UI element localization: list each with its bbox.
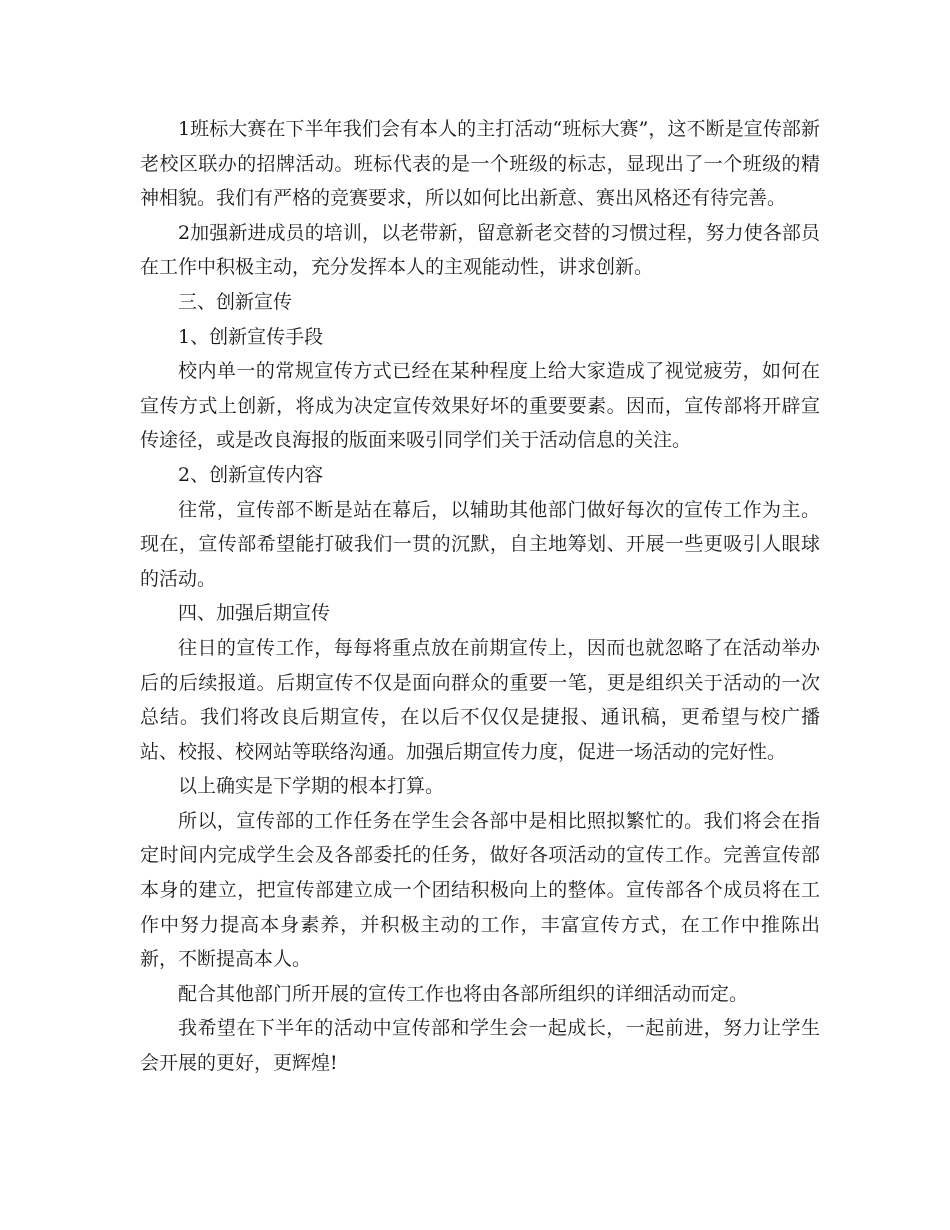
document-body <box>140 112 820 1081</box>
subheading-publicity-methods: 1、创新宣传手段 <box>178 325 324 348</box>
paragraph-class-logo-contest: 1班标大赛在下半年我们会有本人的主打活动“班标大赛”，这不断是宣传部新老校区联办的招牌活动。班标代表的是一个班级的标志，显现出了一个班级的精神相貌。我们有严格的竞赛要求，所以如何比出新意、赛出风格还有待完善。 <box>140 118 820 210</box>
section-heading-post-event-publicity: 四、加强后期宣传 <box>178 602 331 625</box>
paragraph-publicity-methods: 校内单一的常规宣传方式已经在某种程度上给大家造成了视觉疲劳，如何在宣传方式上创新，将成为决定宣传效果好坏的重要要素。因而，宣传部将开辟宣传途径，或是改良海报的版面来吸引同学们关于活动信息的关注。 <box>140 360 820 452</box>
paragraph-closing-wish: 我希望在下半年的活动中宣传部和学生会一起成长，一起前进，努力让学生会开展的更好，更辉煌! <box>140 1017 820 1075</box>
subheading-publicity-content: 2、创新宣传内容 <box>178 463 324 486</box>
paragraph-member-training: 2加强新进成员的培训，以老带新，留意新老交替的习惯过程，努力使各部员在工作中积极主动，充分发挥本人的主观能动性，讲求创新。 <box>140 221 820 279</box>
paragraph-plan-summary: 以上确实是下学期的根本打算。 <box>178 775 445 798</box>
section-heading-innovative-publicity: 三、创新宣传 <box>178 290 293 313</box>
paragraph-department-tasks: 所以，宣传部的工作任务在学生会各部中是相比照拟繁忙的。我们将会在指定时间内完成学生会及各部委托的任务，做好各项活动的宣传工作。完善宣传部本身的建立，把宣传部建立成一个团结积极向上的整体。宣传部各个成员将在工作中努力提高本身素养，并积极主动的工作，丰富宣传方式，在工作中推陈出新，不断提高本人。 <box>140 809 820 971</box>
paragraph-post-event-publicity: 往日的宣传工作，每每将重点放在前期宣传上，因而也就忽略了在活动举办后的后续报道。后期宣传不仅是面向群众的重要一笔，更是组织关于活动的一次总结。我们将改良后期宣传，在以后不仅仅是捷报、通讯稿，更希望与校广播站、校报、校网站等联络沟通。加强后期宣传力度，促进一场活动的完好性。 <box>140 636 820 763</box>
paragraph-cooperation: 配合其他部门所开展的宣传工作也将由各部所组织的详细活动而定。 <box>178 982 749 1005</box>
paragraph-publicity-content: 往常，宣传部不断是站在幕后，以辅助其他部门做好每次的宣传工作为主。现在，宣传部希望能打破我们一贯的沉默，自主地筹划、开展一些更吸引人眼球的活动。 <box>140 498 820 590</box>
